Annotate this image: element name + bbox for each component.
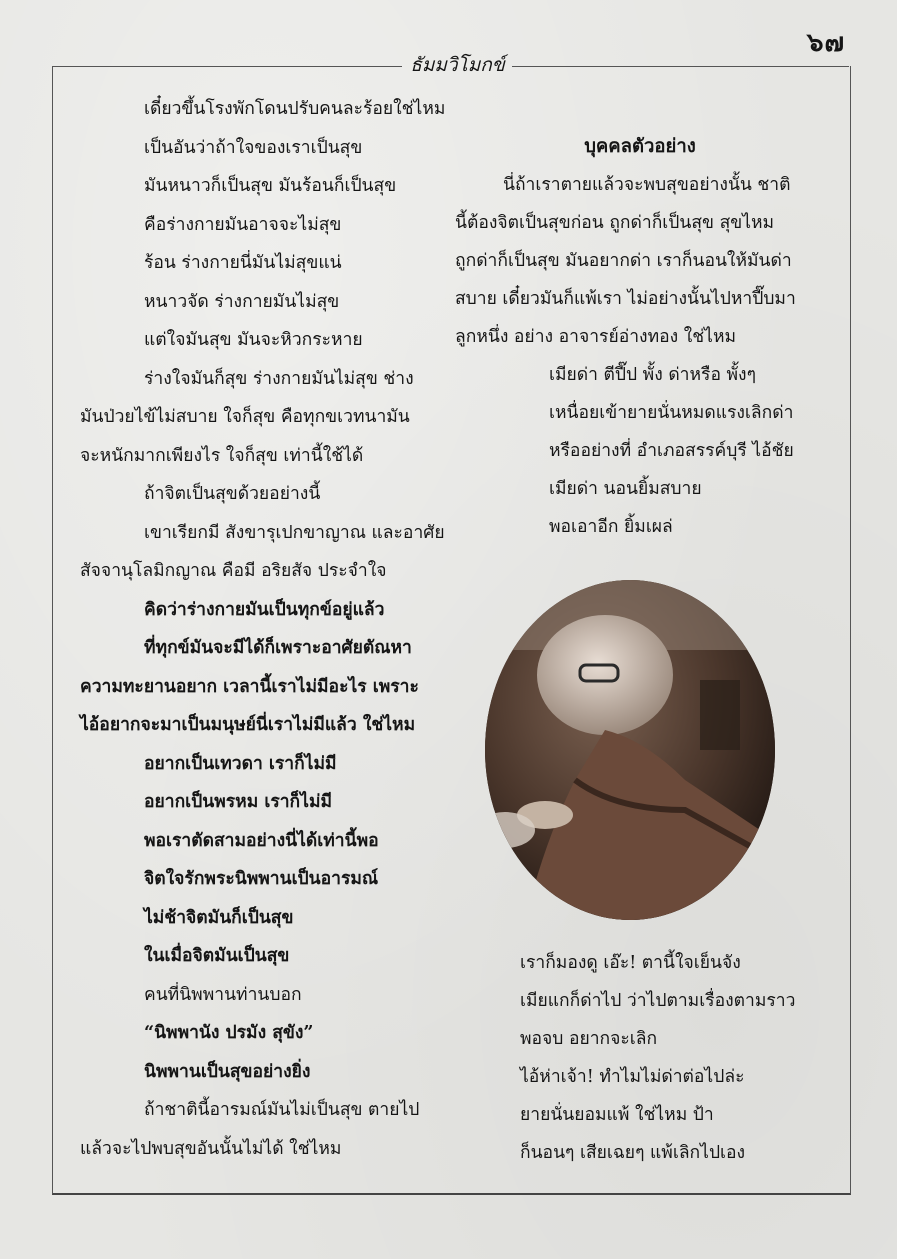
text-line: ร่างใจมันก็สุข ร่างกายมันไม่สุข ช่าง [144,368,414,389]
text-line: นิพพานเป็นสุขอย่างยิ่ง [144,1061,311,1082]
text-line: นี้ต้องจิตเป็นสุขก่อน ถูกด่าก็เป็นสุข สุขไหม [455,213,775,233]
text-line: แต่ใจมันสุข มันจะหิวกระหาย [144,330,363,350]
text-line: ถ้าจิตเป็นสุขด้วยอย่างนี้ [144,484,321,504]
text-line: หรืออย่างที่ อำเภอสรรค์บุรี ไอ้ชัย [549,441,794,461]
text-line: ถ้าชาตินี้อารมณ์มันไม่เป็นสุข ตายไป [144,1100,420,1120]
frame-top-rule-left [52,66,402,67]
monk-photo [485,580,775,920]
text-line: ที่ทุกข์มันจะมีได้ก็เพราะอาศัยตัณหา [144,638,412,658]
text-line: มันหนาวก็เป็นสุข มันร้อนก็เป็นสุข [144,176,397,196]
caption-line: เมียแกก็ด่าไป ว่าไปตามเรื่องตามราว [520,991,796,1011]
text-line: เป็นอันว่าถ้าใจของเราเป็นสุข [144,137,363,158]
text-line: เมียด่า นอนยิ้มสบาย [549,479,702,499]
text-line: จิตใจรักพระนิพพานเป็นอารมณ์ [144,869,379,889]
caption-line: เราก็มองดู เอ๊ะ! ตานี้ใจเย็นจัง [520,953,741,973]
text-line: คนที่นิพพานท่านบอก [144,984,302,1005]
caption-line: ยายนั่นยอมแพ้ ใช่ไหม ป้า [520,1105,714,1125]
text-line: หนาวจัด ร่างกายมันไม่สุข [144,291,340,312]
caption-line: พอจบ อยากจะเลิก [520,1029,658,1049]
caption-line: ก็นอนๆ เสียเฉยๆ แพ้เลิกไปเอง [520,1143,746,1163]
text-line: ถูกด่าก็เป็นสุข มันอยากด่า เราก็นอนให้มันด่า [455,251,792,271]
text-line: “นิพพานัง ปรมัง สุขัง” [144,1023,314,1043]
text-line: เดี๋ยวขึ้นโรงพักโดนปรับคนละร้อยใช่ไหม [144,99,446,119]
text-line: ในเมื่อจิตมันเป็นสุข [144,946,290,966]
text-line: มันป่วยไข้ไม่สบาย ใจก็สุข คือทุกขเวทนามัน [80,407,410,427]
running-header: ธัมมวิโมกข์ [410,54,505,76]
text-line: แล้วจะไปพบสุขอันนั้นไม่ได้ ใช่ไหม [80,1138,342,1159]
text-line: คือร่างกายมันอาจจะไม่สุข [144,214,342,235]
text-line: ลูกหนึ่ง อย่าง อาจารย์อ่างทอง ใช่ไหม [455,327,737,347]
text-line: จะหนักมากเพียงไร ใจก็สุข เท่านี้ใช้ได้ [80,445,364,466]
text-line: ร้อน ร่างกายนี่มันไม่สุขแน่ [144,253,342,273]
text-line: พอเอาอีก ยิ้มเผล่ [549,517,673,537]
text-line: เหนื่อยเข้ายายนั่นหมดแรงเลิกด่า [549,403,794,423]
text-line: คิดว่าร่างกายมันเป็นทุกข์อยู่แล้ว [144,599,385,620]
left-column [80,90,446,1168]
photo-caption [520,944,840,1172]
text-line: สัจจานุโลมิกญาณ คือมี อริยสัจ ประจำใจ [80,561,387,581]
text-line: สบาย เดี๋ยวมันก็แพ้เรา ไม่อย่างนั้นไปหาปี๊บมา [455,289,796,309]
text-line: ความทะยานอยาก เวลานี้เราไม่มีอะไร เพราะ [80,676,419,697]
text-line: นี่ถ้าเราตายแล้วจะพบสุขอย่างนั้น ชาติ [503,175,791,195]
text-line: เขาเรียกมี สังขารุเปกขาญาณ และอาศัย [144,522,445,543]
page-number: ๖๗ [806,28,845,58]
section-heading: บุคคลตัวอย่าง [584,136,696,157]
right-column [455,90,825,546]
text-line: อยากเป็นเทวดา เราก็ไม่มี [144,753,337,774]
text-line: ไอ้อยากจะมาเป็นมนุษย์นี่เราไม่มีแล้ว ใช่ไหม [80,715,416,735]
text-line: ไม่ช้าจิตมันก็เป็นสุข [144,907,294,928]
text-line: อยากเป็นพรหม เราก็ไม่มี [144,792,333,812]
caption-line: ไอ้ห่าเจ้า! ทำไมไม่ด่าต่อไปล่ะ [520,1067,745,1087]
text-line: พอเราตัดสามอย่างนี่ได้เท่านี้พอ [144,830,379,851]
frame-top-rule-right [512,66,849,67]
text-line: เมียด่า ตีปี๊ป พั้ง ด่าหรือ พั้งๆ [549,365,756,385]
photo-illustration [485,580,775,920]
